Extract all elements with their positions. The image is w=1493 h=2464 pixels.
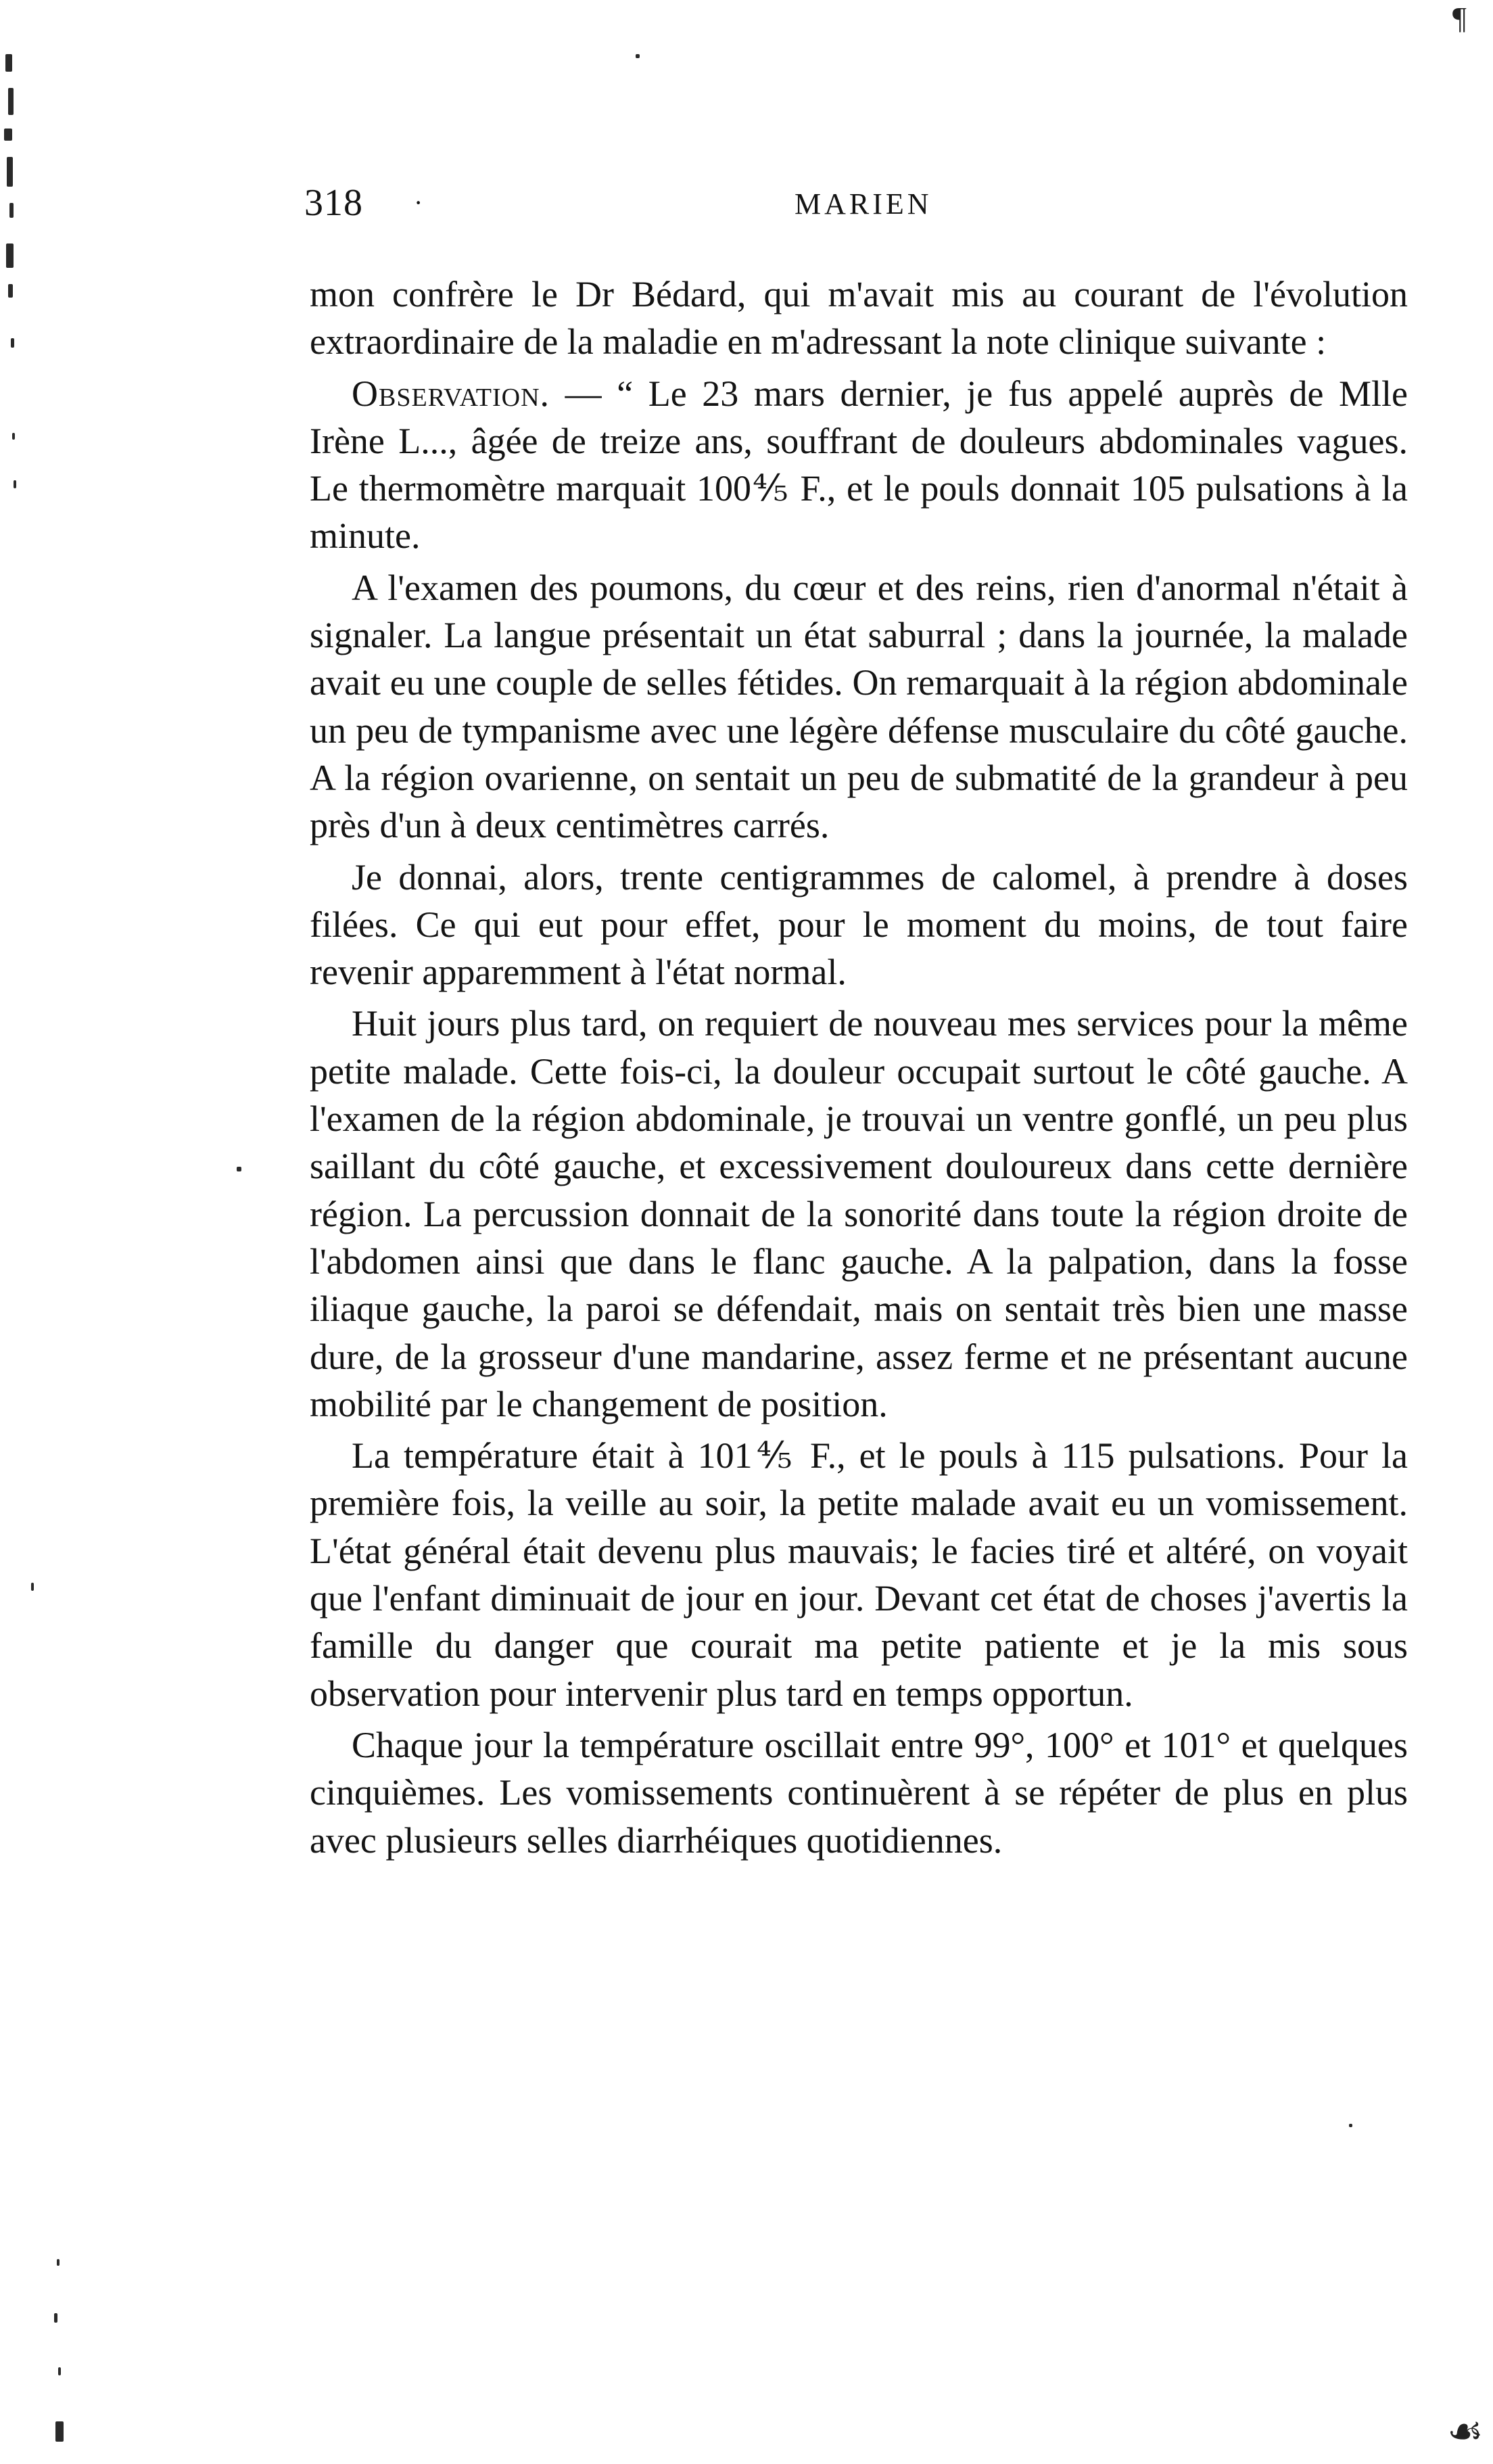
paragraph-4: Je donnai, alors, trente centigrammes de calomel, à prendre à doses filées. Ce qui eut pour effet, pour le moment du moins, de tout faire revenir apparemment à l'état normal.	[310, 856, 1408, 993]
corner-ornament-top: ¶	[1452, 1, 1467, 35]
paragraph-5: Huit jours plus tard, on requiert de nouveau mes services pour la même petite malade. Cette fois-ci, la douleur occupait surtout le côté gauche. A l'examen de la région abdominale, je trouvai un ventre gonflé, un peu plus saillant du côté gauche, et excessivement douloureux dans cette dernière région. La percussion donnait de la sonorité dans toute la région droite de l'abdomen ainsi que dans le flanc gauche. A la palpation, dans la fosse iliaque gauche, la paroi se défendait, mais on sentait très bien une masse dure, de la grosseur d'une mandarine, assez ferme et ne présentant aucune mobilité par le changement de position.	[310, 1003, 1408, 1424]
paragraph-1: mon confrère le Dr Bédard, qui m'avait mis au courant de l'évolution extraordinaire de la maladie en m'adressant la note clinique suivante :	[310, 274, 1408, 363]
page-number: 318	[304, 182, 363, 224]
body-text	[310, 271, 1408, 1864]
running-head-dot: ·	[414, 187, 423, 218]
observation-text: — “ Le 23 mars dernier, je fus appelé auprès de Mlle Irène L..., âgée de treize ans, souffrant de douleurs abdominales vagues. Le thermomètre marquait 100⅘ F., et le pouls donnait 105 pulsations à la minute.	[310, 373, 1408, 557]
paragraph-3: A l'examen des poumons, du cœur et des reins, rien d'anormal n'était à signaler. La langue présentait un état saburral ; dans la journée, la malade avait eu une couple de selles fétides. On remarquait à la région abdominale un peu de tympanisme avec une légère défense musculaire du côté gauche. A la région ovarienne, on sentait un peu de submatité de la grandeur à peu près d'un à deux centimètres carrés.	[310, 567, 1408, 846]
paragraph-7: Chaque jour la température oscillait entre 99°, 100° et 101° et quelques cinquièmes. Les vomissements continuèrent à se répéter de plus en plus avec plusieurs selles diarrhéiques quotidiennes.	[310, 1724, 1408, 1861]
running-head	[304, 181, 1410, 235]
corner-ornament-bottom: ☙	[1447, 2409, 1484, 2454]
paragraph-2	[310, 370, 1408, 560]
observation-label: Observation.	[352, 373, 550, 414]
paragraph-6: La température était à 101⅘ F., et le pouls à 115 pulsations. Pour la première fois, la veille au soir, la petite malade avait eu un vomissement. L'état général était devenu plus mauvais; le facies tiré et altéré, on voyait que l'enfant diminuait de jour en jour. Devant cet état de choses j'avertis la famille du danger que courait ma petite patiente et je la mis sous observation pour intervenir plus tard en temps opportun.	[310, 1435, 1408, 1714]
running-title: MARIEN	[795, 187, 932, 220]
